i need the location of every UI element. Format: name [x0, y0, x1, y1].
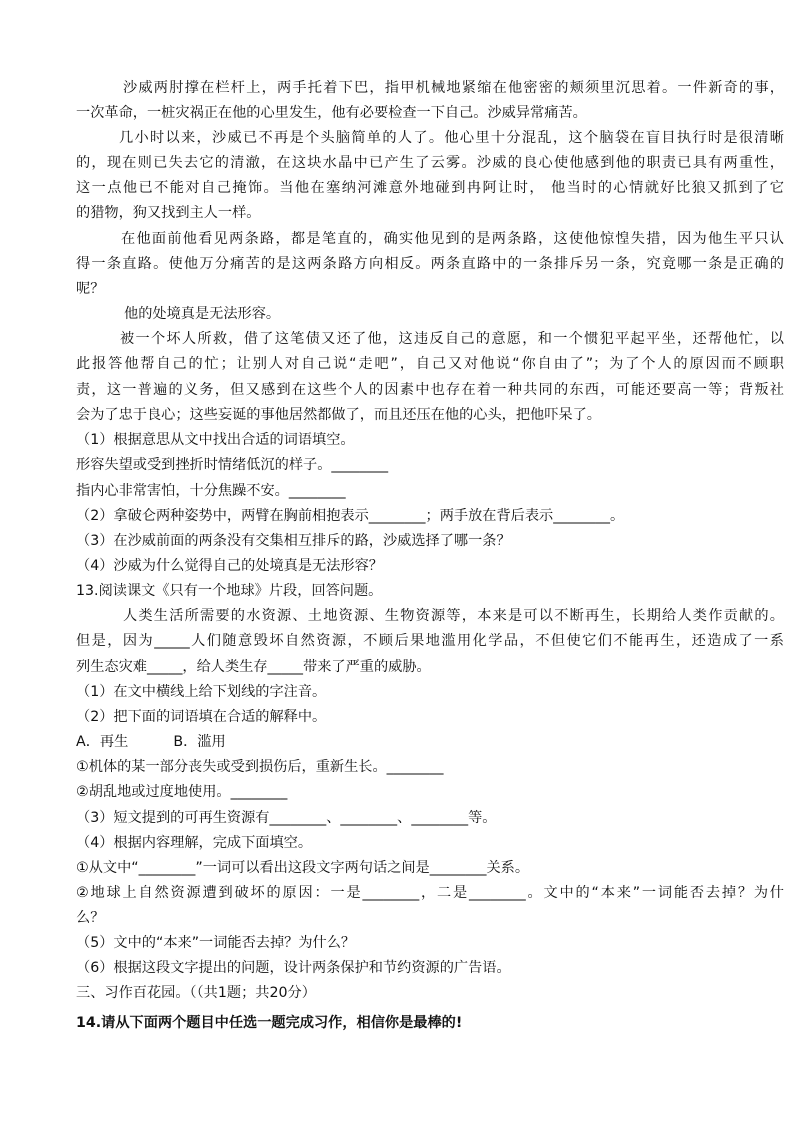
- question-13-item-2: （2）把下面的词语填在合适的解释中。: [76, 709, 327, 725]
- passage1-p3-line1: 在他面前他看见两条路，都是笔直的，确实他见到的是两条路，这使他惊惶失措，因为他生平只认: [121, 231, 784, 247]
- passage1-p2-line2: 的，现在则已失去它的清澈，在这块水晶中已产生了云雾。沙威的良心使他感到他的职责已具有两重性，: [76, 155, 784, 171]
- passage1-p4-line1: 他的处境真是无法形容。: [124, 306, 281, 322]
- passage1-p5-line1: 被一个坏人所救，借了这笔债又还了他，这违反自己的意愿，和一个惯犯平起平坐，还帮他忙，以: [120, 331, 784, 347]
- passage1-p3-line3: 呢？: [76, 281, 105, 297]
- passage1-p5-line2: 此报答他帮自己的忙；让别人对自己说“走吧”，自己又对他说“你自由了”；为了个人的原因而不顾职: [76, 356, 784, 372]
- question-13-item-2-a: ①机体的某一部分丧失或受到损伤后，重新生长。________: [76, 759, 444, 775]
- question-13-passage-line1: 人类生活所需要的水资源、土地资源、生物资源等，本来是可以不断再生，长期给人类作贡献的。: [123, 608, 784, 624]
- question-14: 14.请从下面两个题目中任选一题完成习作，相信你是最棒的!: [76, 1015, 463, 1031]
- section-3-heading: 三、习作百花园。（（共1题；共20分）: [76, 985, 316, 1001]
- question-1-1-blank-a: 形容失望或受到挫折时情绪低沉的样子。________: [76, 457, 389, 473]
- passage1-p2-line3: 这一点他已不能对自己掩饰。当他在塞纳河滩意外地碰到冉阿让时， 他当时的心情就好比狼又抓到了它: [76, 180, 784, 196]
- question-1-1: （1）根据意思从文中找出合适的词语填空。: [76, 432, 355, 448]
- question-13-item-4-b-line1: ②地球上自然资源遭到破坏的原因：一是________，二是________。文中的“本来”一词能否去掉？为什: [76, 885, 784, 901]
- question-13-item-1: （1）在文中横线上给下划线的字注音。: [76, 684, 327, 700]
- question-13-item-4-b-line2: 么？: [76, 910, 105, 926]
- question-13-item-4-a: ①从文中“________”一词可以看出这段文字两句话之间是________关系。: [76, 860, 530, 876]
- passage1-p5-line3: 责，这一普遍的义务，但又感到在这些个人的因素中也存在着一种共同的东西，可能还要高一等；背叛社: [76, 382, 784, 398]
- passage1-p5-line4: 会为了忠于良心；这些妄诞的事他居然都做了，而且还压在他的心头，把他吓呆了。: [76, 407, 601, 423]
- passage1-p1-line1: 沙威两肘撑在栏杆上，两手托着下巴，指甲机械地紧缩在他密密的颊须里沉思着。一件新奇的事，: [123, 80, 784, 96]
- question-13-item-2-b: ②胡乱地或过度地使用。________: [76, 784, 288, 800]
- question-13-item-4: （4）根据内容理解，完成下面填空。: [76, 835, 313, 851]
- question-13-title: 13.阅读课文《只有一个地球》片段，回答问题。: [76, 583, 383, 599]
- passage1-p1-line2: 一次革命，一桩灾祸正在他的心里发生，他有必要检查一下自己。沙威异常痛苦。: [76, 105, 587, 121]
- question-13-item-3: （3）短文提到的可再生资源有________、________、________等。: [76, 810, 497, 826]
- question-13-item-5: （5）文中的“本来”一词能否去掉？为什么？: [76, 935, 356, 951]
- passage1-p2-line4: 的猎物，狗又找到主人一样。: [76, 205, 261, 221]
- question-1-3: （3）在沙威前面的两条没有交集相互排斥的路，沙威选择了哪一条？: [76, 533, 511, 549]
- question-13-item-6: （6）根据这段文字提出的问题，设计两条保护和节约资源的广告语。: [76, 960, 511, 976]
- passage1-p2-line1: 几小时以来，沙威已不再是个头脑简单的人了。他心里十分混乱，这个脑袋在盲目执行时是很清晰: [119, 130, 784, 146]
- question-1-1-blank-b: 指内心非常害怕，十分焦躁不安。________: [76, 483, 346, 499]
- question-13-options: A．再生 B．滥用: [76, 734, 226, 750]
- question-13-passage-line3: 列生态灾难_____，给人类生存_____带来了严重的威胁。: [76, 659, 431, 675]
- passage1-p3-line2: 得一条直路。使他万分痛苦的是这两条路方向相反。两条直路中的一条排斥另一条，究竟哪一条是正确的: [76, 256, 784, 272]
- question-13-passage-line2: 但是，因为_____人们随意毁坏自然资源，不顾后果地滥用化学品，不但使它们不能再生，还造成了一系: [76, 633, 784, 649]
- question-1-4: （4）沙威为什么觉得自己的处境真是无法形容？: [76, 558, 383, 574]
- question-1-2: （2）拿破仑两种姿势中，两臂在胸前相抱表示________；两手放在背后表示________。: [76, 508, 625, 524]
